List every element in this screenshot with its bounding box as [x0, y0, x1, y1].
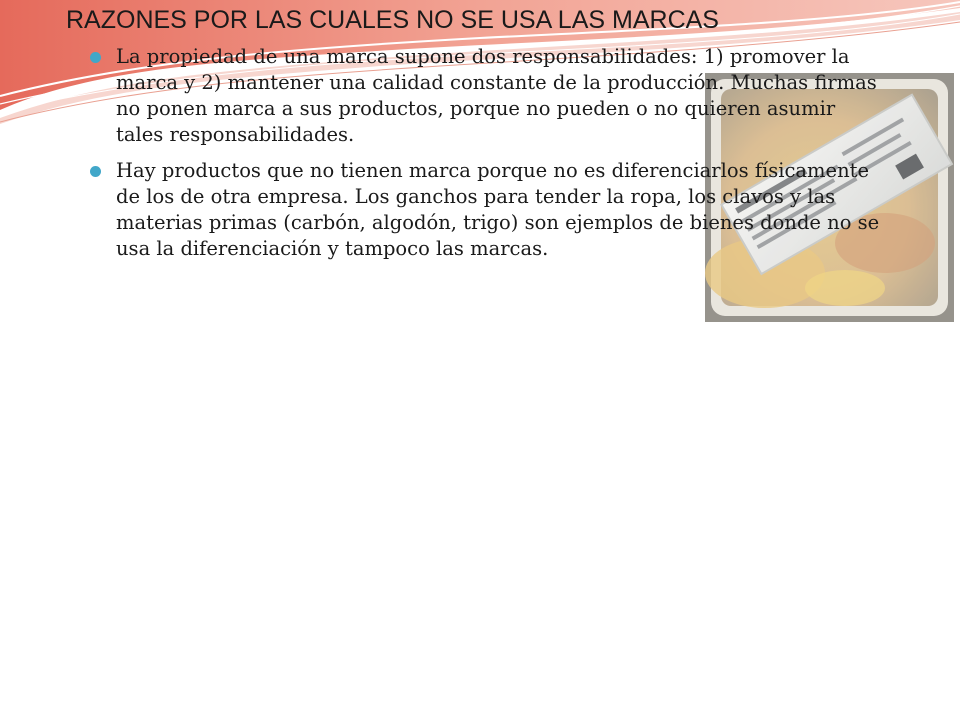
bullet-text: Hay productos que no tienen marca porque no es diferenciarlos físicamente de los de otra empresa. Los ganchos para tender la ropa, los clavos y las materias primas (carbón, algodón, trigo) son ejemplos de bienes donde no se usa la diferenciación y tampoco las marcas.: [116, 159, 880, 260]
bullet-list: [88, 44, 888, 272]
slide-title: RAZONES POR LAS CUALES NO SE USA LAS MARCAS: [66, 6, 719, 34]
bullet-dot-icon: [90, 52, 101, 63]
bullet-dot-icon: [90, 166, 101, 177]
bullet-item-brand-responsibilities: [88, 44, 888, 148]
bullet-item-undifferentiated-products: [88, 158, 888, 262]
bullet-text: La propiedad de una marca supone dos responsabilidades: 1) promover la marca y 2) mantener una calidad constante de la producción. Muchas firmas no ponen marca a sus productos, porque no pueden o no quieren asumir tales responsabilidades.: [116, 45, 877, 146]
